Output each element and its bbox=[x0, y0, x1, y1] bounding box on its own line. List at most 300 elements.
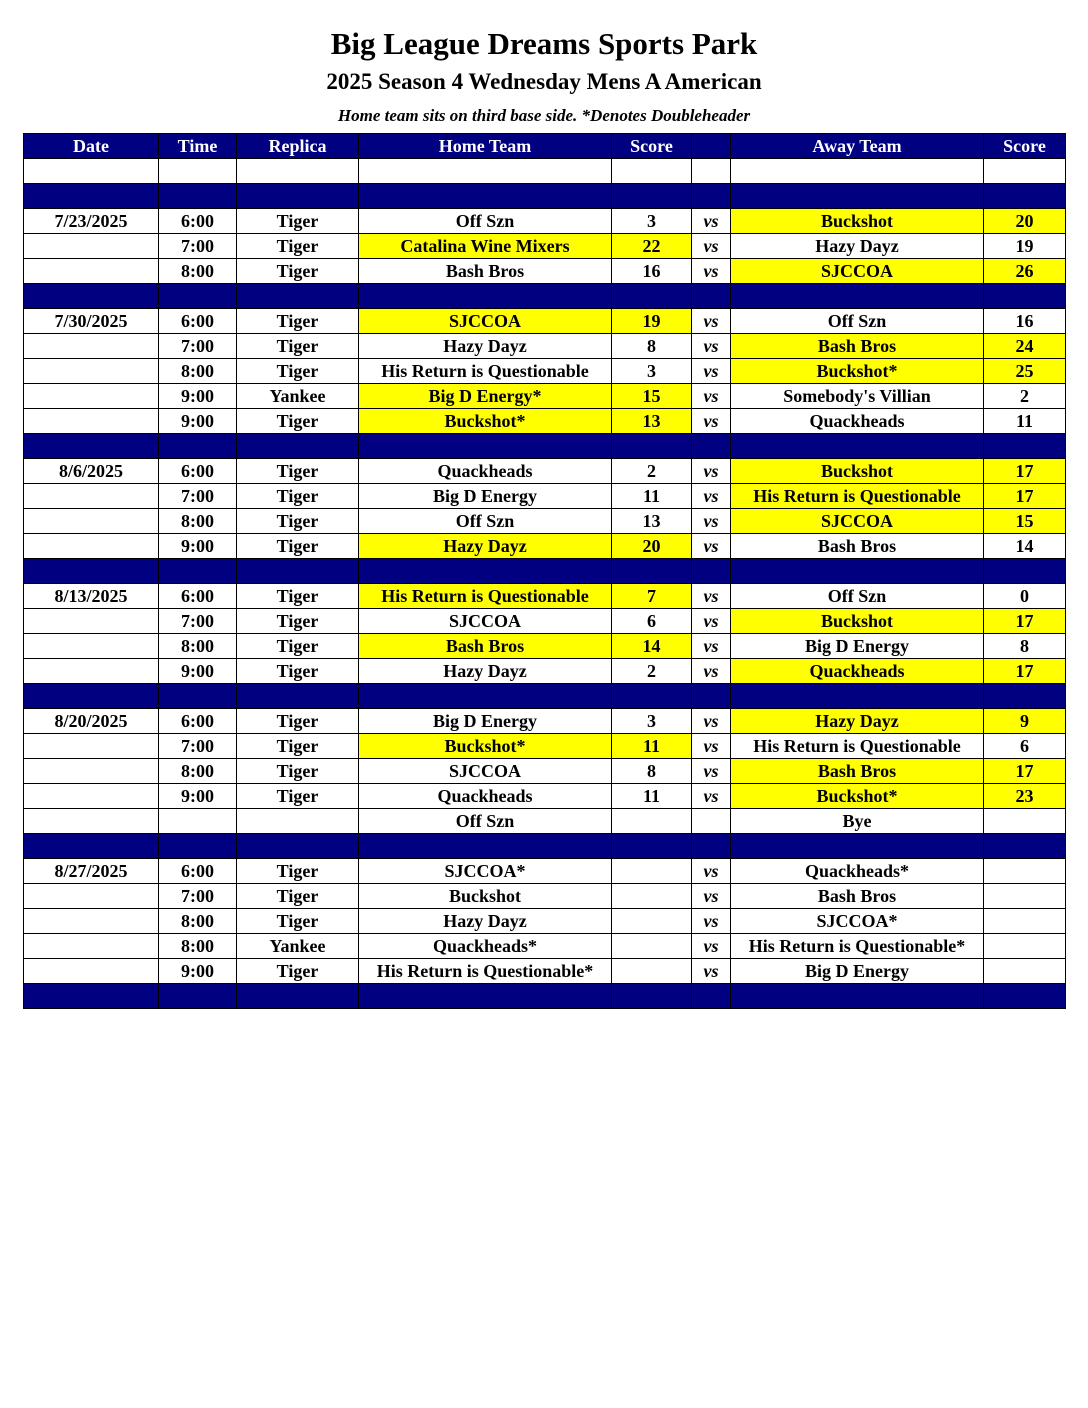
away-team-cell: Bash Bros bbox=[731, 884, 984, 909]
replica-cell: Tiger bbox=[237, 534, 359, 559]
away-score-cell: 19 bbox=[984, 234, 1066, 259]
week-separator-row bbox=[24, 984, 1066, 1009]
separator-cell bbox=[984, 684, 1066, 709]
separator-cell bbox=[731, 834, 984, 859]
separator-cell bbox=[731, 559, 984, 584]
separator-cell bbox=[359, 684, 612, 709]
home-team-cell: Off Szn bbox=[359, 209, 612, 234]
away-team-cell: Buckshot bbox=[731, 209, 984, 234]
away-score-cell: 11 bbox=[984, 409, 1066, 434]
home-score-cell bbox=[612, 859, 692, 884]
separator-cell bbox=[159, 834, 237, 859]
away-team-cell: Bash Bros bbox=[731, 534, 984, 559]
date-cell bbox=[24, 784, 159, 809]
home-team-cell: Buckshot bbox=[359, 884, 612, 909]
replica-cell: Tiger bbox=[237, 784, 359, 809]
time-cell: 7:00 bbox=[159, 484, 237, 509]
replica-cell: Tiger bbox=[237, 359, 359, 384]
separator-cell bbox=[24, 684, 159, 709]
game-row bbox=[24, 709, 1066, 734]
game-row bbox=[24, 384, 1066, 409]
time-cell: 8:00 bbox=[159, 909, 237, 934]
vs-cell: vs bbox=[692, 859, 731, 884]
replica-cell bbox=[237, 809, 359, 834]
replica-cell: Tiger bbox=[237, 334, 359, 359]
game-row bbox=[24, 459, 1066, 484]
separator-cell bbox=[984, 284, 1066, 309]
date-cell: 8/6/2025 bbox=[24, 459, 159, 484]
week-separator-row bbox=[24, 684, 1066, 709]
replica-cell: Tiger bbox=[237, 309, 359, 334]
away-team-cell: Bash Bros bbox=[731, 759, 984, 784]
vs-cell: vs bbox=[692, 659, 731, 684]
vs-cell: vs bbox=[692, 384, 731, 409]
vs-cell: vs bbox=[692, 209, 731, 234]
date-cell bbox=[24, 334, 159, 359]
game-row bbox=[24, 359, 1066, 384]
separator-cell bbox=[731, 984, 984, 1009]
date-cell bbox=[24, 759, 159, 784]
away-team-cell: SJCCOA* bbox=[731, 909, 984, 934]
time-cell: 9:00 bbox=[159, 959, 237, 984]
away-score-cell: 16 bbox=[984, 309, 1066, 334]
home-team-cell: Off Szn bbox=[359, 809, 612, 834]
vs-cell: vs bbox=[692, 734, 731, 759]
header-date: Date bbox=[24, 134, 159, 159]
doubleheader-note: Home team sits on third base side. *Denotes Doubleheader bbox=[337, 106, 751, 125]
away-score-cell bbox=[984, 934, 1066, 959]
schedule-body bbox=[24, 159, 1066, 1009]
time-cell: 6:00 bbox=[159, 584, 237, 609]
replica-cell: Tiger bbox=[237, 259, 359, 284]
date-cell bbox=[24, 609, 159, 634]
date-cell bbox=[24, 734, 159, 759]
game-row bbox=[24, 334, 1066, 359]
home-team-cell: Big D Energy bbox=[359, 484, 612, 509]
away-team-cell: Big D Energy bbox=[731, 634, 984, 659]
home-score-cell bbox=[612, 884, 692, 909]
time-cell bbox=[159, 809, 237, 834]
blank-cell bbox=[612, 159, 692, 184]
replica-cell: Tiger bbox=[237, 659, 359, 684]
date-cell bbox=[24, 534, 159, 559]
blank-cell bbox=[359, 159, 612, 184]
separator-cell bbox=[237, 834, 359, 859]
time-cell: 7:00 bbox=[159, 734, 237, 759]
separator-cell bbox=[237, 984, 359, 1009]
home-team-cell: SJCCOA bbox=[359, 309, 612, 334]
replica-cell: Tiger bbox=[237, 734, 359, 759]
game-row bbox=[24, 609, 1066, 634]
away-team-cell: Bye bbox=[731, 809, 984, 834]
separator-cell bbox=[692, 984, 731, 1009]
week-separator-row bbox=[24, 434, 1066, 459]
away-team-cell: Off Szn bbox=[731, 309, 984, 334]
time-cell: 8:00 bbox=[159, 634, 237, 659]
game-row bbox=[24, 209, 1066, 234]
separator-cell bbox=[612, 684, 692, 709]
date-cell bbox=[24, 359, 159, 384]
game-row bbox=[24, 909, 1066, 934]
away-team-cell: His Return is Questionable bbox=[731, 484, 984, 509]
date-cell bbox=[24, 659, 159, 684]
separator-cell bbox=[731, 434, 984, 459]
date-cell bbox=[24, 509, 159, 534]
header-row bbox=[24, 134, 1066, 159]
away-team-cell: Quackheads* bbox=[731, 859, 984, 884]
time-cell: 6:00 bbox=[159, 309, 237, 334]
home-score-cell bbox=[612, 934, 692, 959]
home-score-cell: 6 bbox=[612, 609, 692, 634]
away-score-cell: 25 bbox=[984, 359, 1066, 384]
separator-cell bbox=[237, 184, 359, 209]
header-time: Time bbox=[159, 134, 237, 159]
away-team-cell: SJCCOA bbox=[731, 509, 984, 534]
separator-cell bbox=[692, 834, 731, 859]
date-cell: 8/27/2025 bbox=[24, 859, 159, 884]
away-score-cell bbox=[984, 959, 1066, 984]
home-team-cell: Bash Bros bbox=[359, 634, 612, 659]
time-cell: 7:00 bbox=[159, 609, 237, 634]
week-separator-row bbox=[24, 184, 1066, 209]
game-row bbox=[24, 634, 1066, 659]
date-cell bbox=[24, 934, 159, 959]
replica-cell: Tiger bbox=[237, 209, 359, 234]
home-score-cell: 11 bbox=[612, 734, 692, 759]
vs-cell: vs bbox=[692, 359, 731, 384]
away-score-cell bbox=[984, 859, 1066, 884]
replica-cell: Tiger bbox=[237, 484, 359, 509]
game-row bbox=[24, 809, 1066, 834]
time-cell: 9:00 bbox=[159, 534, 237, 559]
time-cell: 6:00 bbox=[159, 459, 237, 484]
separator-cell bbox=[159, 984, 237, 1009]
page-subtitle: 2025 Season 4 Wednesday Mens A American bbox=[326, 69, 762, 94]
away-score-cell: 0 bbox=[984, 584, 1066, 609]
game-row bbox=[24, 659, 1066, 684]
game-row bbox=[24, 484, 1066, 509]
date-cell bbox=[24, 259, 159, 284]
time-cell: 9:00 bbox=[159, 384, 237, 409]
home-team-cell: Bash Bros bbox=[359, 259, 612, 284]
away-team-cell: Buckshot bbox=[731, 459, 984, 484]
vs-cell: vs bbox=[692, 334, 731, 359]
separator-cell bbox=[731, 284, 984, 309]
separator-cell bbox=[159, 684, 237, 709]
home-score-cell: 19 bbox=[612, 309, 692, 334]
separator-cell bbox=[984, 984, 1066, 1009]
header-away-score: Score bbox=[984, 134, 1066, 159]
replica-cell: Tiger bbox=[237, 884, 359, 909]
week-separator-row bbox=[24, 284, 1066, 309]
time-cell: 9:00 bbox=[159, 659, 237, 684]
game-row bbox=[24, 234, 1066, 259]
away-score-cell bbox=[984, 884, 1066, 909]
time-cell: 8:00 bbox=[159, 259, 237, 284]
separator-cell bbox=[612, 834, 692, 859]
home-score-cell: 22 bbox=[612, 234, 692, 259]
home-team-cell: Hazy Dayz bbox=[359, 534, 612, 559]
separator-cell bbox=[237, 684, 359, 709]
vs-cell: vs bbox=[692, 509, 731, 534]
vs-cell: vs bbox=[692, 934, 731, 959]
replica-cell: Tiger bbox=[237, 234, 359, 259]
replica-cell: Tiger bbox=[237, 509, 359, 534]
separator-cell bbox=[359, 284, 612, 309]
vs-cell: vs bbox=[692, 534, 731, 559]
home-score-cell: 16 bbox=[612, 259, 692, 284]
replica-cell: Tiger bbox=[237, 709, 359, 734]
home-score-cell: 13 bbox=[612, 509, 692, 534]
date-cell bbox=[24, 959, 159, 984]
vs-cell: vs bbox=[692, 409, 731, 434]
separator-cell bbox=[24, 984, 159, 1009]
separator-cell bbox=[692, 559, 731, 584]
away-score-cell: 26 bbox=[984, 259, 1066, 284]
home-team-cell: SJCCOA* bbox=[359, 859, 612, 884]
game-row bbox=[24, 734, 1066, 759]
date-cell bbox=[24, 884, 159, 909]
home-score-cell: 3 bbox=[612, 209, 692, 234]
separator-cell bbox=[159, 184, 237, 209]
separator-cell bbox=[731, 184, 984, 209]
home-score-cell bbox=[612, 909, 692, 934]
time-cell: 8:00 bbox=[159, 759, 237, 784]
away-score-cell: 15 bbox=[984, 509, 1066, 534]
replica-cell: Tiger bbox=[237, 609, 359, 634]
home-team-cell: Big D Energy bbox=[359, 709, 612, 734]
replica-cell: Tiger bbox=[237, 459, 359, 484]
game-row bbox=[24, 959, 1066, 984]
away-team-cell: Buckshot bbox=[731, 609, 984, 634]
away-team-cell: Somebody's Villian bbox=[731, 384, 984, 409]
away-score-cell bbox=[984, 809, 1066, 834]
vs-cell bbox=[692, 809, 731, 834]
home-score-cell: 2 bbox=[612, 659, 692, 684]
header-away-team: Away Team bbox=[731, 134, 984, 159]
home-team-cell: Catalina Wine Mixers bbox=[359, 234, 612, 259]
replica-cell: Tiger bbox=[237, 409, 359, 434]
separator-cell bbox=[24, 284, 159, 309]
separator-cell bbox=[237, 559, 359, 584]
home-score-cell: 13 bbox=[612, 409, 692, 434]
date-cell: 7/23/2025 bbox=[24, 209, 159, 234]
vs-cell: vs bbox=[692, 309, 731, 334]
separator-cell bbox=[24, 434, 159, 459]
separator-cell bbox=[237, 434, 359, 459]
home-score-cell: 2 bbox=[612, 459, 692, 484]
home-score-cell: 11 bbox=[612, 484, 692, 509]
home-team-cell: Hazy Dayz bbox=[359, 659, 612, 684]
away-team-cell: Bash Bros bbox=[731, 334, 984, 359]
game-row bbox=[24, 509, 1066, 534]
home-score-cell bbox=[612, 959, 692, 984]
away-team-cell: Quackheads bbox=[731, 409, 984, 434]
home-score-cell: 15 bbox=[612, 384, 692, 409]
home-score-cell: 14 bbox=[612, 634, 692, 659]
home-team-cell: Buckshot* bbox=[359, 734, 612, 759]
separator-cell bbox=[984, 184, 1066, 209]
home-team-cell: His Return is Questionable* bbox=[359, 959, 612, 984]
vs-cell: vs bbox=[692, 784, 731, 809]
away-score-cell: 17 bbox=[984, 484, 1066, 509]
header-vs bbox=[692, 134, 731, 159]
week-separator-row bbox=[24, 834, 1066, 859]
replica-cell: Tiger bbox=[237, 859, 359, 884]
time-cell: 7:00 bbox=[159, 234, 237, 259]
separator-cell bbox=[359, 834, 612, 859]
replica-cell: Yankee bbox=[237, 934, 359, 959]
home-score-cell bbox=[612, 809, 692, 834]
vs-cell: vs bbox=[692, 259, 731, 284]
away-team-cell: Buckshot* bbox=[731, 784, 984, 809]
away-score-cell: 17 bbox=[984, 759, 1066, 784]
time-cell: 9:00 bbox=[159, 784, 237, 809]
home-score-cell: 3 bbox=[612, 359, 692, 384]
vs-cell: vs bbox=[692, 484, 731, 509]
away-team-cell: Hazy Dayz bbox=[731, 709, 984, 734]
game-row bbox=[24, 759, 1066, 784]
away-score-cell: 14 bbox=[984, 534, 1066, 559]
blank-cell bbox=[24, 159, 159, 184]
home-score-cell: 8 bbox=[612, 759, 692, 784]
away-score-cell: 20 bbox=[984, 209, 1066, 234]
separator-cell bbox=[984, 834, 1066, 859]
away-score-cell: 2 bbox=[984, 384, 1066, 409]
blank-cell bbox=[237, 159, 359, 184]
game-row bbox=[24, 259, 1066, 284]
schedule-table bbox=[23, 133, 1066, 1009]
away-score-cell: 17 bbox=[984, 659, 1066, 684]
date-cell bbox=[24, 234, 159, 259]
replica-cell: Tiger bbox=[237, 959, 359, 984]
away-score-cell: 8 bbox=[984, 634, 1066, 659]
away-score-cell: 6 bbox=[984, 734, 1066, 759]
home-team-cell: Quackheads bbox=[359, 459, 612, 484]
home-team-cell: Off Szn bbox=[359, 509, 612, 534]
replica-cell: Tiger bbox=[237, 909, 359, 934]
date-cell bbox=[24, 809, 159, 834]
vs-cell: vs bbox=[692, 959, 731, 984]
separator-cell bbox=[612, 434, 692, 459]
home-team-cell: SJCCOA bbox=[359, 759, 612, 784]
away-score-cell: 9 bbox=[984, 709, 1066, 734]
date-cell: 8/20/2025 bbox=[24, 709, 159, 734]
vs-cell: vs bbox=[692, 609, 731, 634]
home-team-cell: Hazy Dayz bbox=[359, 334, 612, 359]
separator-cell bbox=[612, 184, 692, 209]
header-replica: Replica bbox=[237, 134, 359, 159]
away-team-cell: Buckshot* bbox=[731, 359, 984, 384]
separator-cell bbox=[359, 434, 612, 459]
separator-cell bbox=[692, 434, 731, 459]
time-cell: 8:00 bbox=[159, 359, 237, 384]
page-title: Big League Dreams Sports Park bbox=[330, 26, 758, 61]
blank-cell bbox=[984, 159, 1066, 184]
time-cell: 7:00 bbox=[159, 334, 237, 359]
vs-cell: vs bbox=[692, 909, 731, 934]
game-row bbox=[24, 534, 1066, 559]
separator-cell bbox=[984, 559, 1066, 584]
time-cell: 6:00 bbox=[159, 859, 237, 884]
home-team-cell: His Return is Questionable bbox=[359, 359, 612, 384]
home-team-cell: Quackheads bbox=[359, 784, 612, 809]
separator-cell bbox=[692, 684, 731, 709]
separator-cell bbox=[692, 184, 731, 209]
replica-cell: Tiger bbox=[237, 759, 359, 784]
vs-cell: vs bbox=[692, 759, 731, 784]
vs-cell: vs bbox=[692, 459, 731, 484]
separator-cell bbox=[159, 559, 237, 584]
home-team-cell: Hazy Dayz bbox=[359, 909, 612, 934]
blank-row bbox=[24, 159, 1066, 184]
home-team-cell: SJCCOA bbox=[359, 609, 612, 634]
date-cell: 8/13/2025 bbox=[24, 584, 159, 609]
game-row bbox=[24, 884, 1066, 909]
separator-cell bbox=[612, 559, 692, 584]
game-row bbox=[24, 859, 1066, 884]
game-row bbox=[24, 934, 1066, 959]
away-score-cell: 23 bbox=[984, 784, 1066, 809]
week-separator-row bbox=[24, 559, 1066, 584]
separator-cell bbox=[159, 284, 237, 309]
date-cell: 7/30/2025 bbox=[24, 309, 159, 334]
separator-cell bbox=[24, 184, 159, 209]
time-cell: 8:00 bbox=[159, 934, 237, 959]
away-team-cell: Off Szn bbox=[731, 584, 984, 609]
date-cell bbox=[24, 484, 159, 509]
separator-cell bbox=[612, 284, 692, 309]
away-score-cell: 17 bbox=[984, 459, 1066, 484]
date-cell bbox=[24, 409, 159, 434]
replica-cell: Tiger bbox=[237, 584, 359, 609]
date-cell bbox=[24, 909, 159, 934]
away-team-cell: His Return is Questionable* bbox=[731, 934, 984, 959]
separator-cell bbox=[731, 684, 984, 709]
home-team-cell: Quackheads* bbox=[359, 934, 612, 959]
blank-cell bbox=[159, 159, 237, 184]
separator-cell bbox=[159, 434, 237, 459]
blank-cell bbox=[731, 159, 984, 184]
blank-cell bbox=[692, 159, 731, 184]
separator-cell bbox=[359, 984, 612, 1009]
game-row bbox=[24, 784, 1066, 809]
vs-cell: vs bbox=[692, 234, 731, 259]
home-team-cell: Big D Energy* bbox=[359, 384, 612, 409]
time-cell: 8:00 bbox=[159, 509, 237, 534]
separator-cell bbox=[24, 559, 159, 584]
time-cell: 6:00 bbox=[159, 709, 237, 734]
separator-cell bbox=[359, 184, 612, 209]
time-cell: 9:00 bbox=[159, 409, 237, 434]
header-home-score: Score bbox=[612, 134, 692, 159]
home-score-cell: 20 bbox=[612, 534, 692, 559]
date-cell bbox=[24, 634, 159, 659]
time-cell: 6:00 bbox=[159, 209, 237, 234]
vs-cell: vs bbox=[692, 584, 731, 609]
vs-cell: vs bbox=[692, 884, 731, 909]
time-cell: 7:00 bbox=[159, 884, 237, 909]
game-row bbox=[24, 584, 1066, 609]
separator-cell bbox=[24, 834, 159, 859]
home-score-cell: 11 bbox=[612, 784, 692, 809]
home-team-cell: Buckshot* bbox=[359, 409, 612, 434]
game-row bbox=[24, 409, 1066, 434]
away-team-cell: Hazy Dayz bbox=[731, 234, 984, 259]
away-team-cell: SJCCOA bbox=[731, 259, 984, 284]
home-score-cell: 7 bbox=[612, 584, 692, 609]
away-score-cell: 24 bbox=[984, 334, 1066, 359]
